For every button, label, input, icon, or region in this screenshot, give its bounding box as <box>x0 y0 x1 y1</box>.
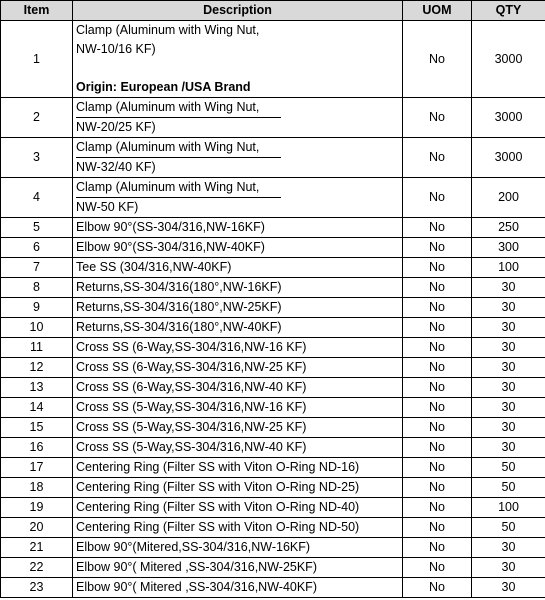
item-qty: 50 <box>472 518 545 538</box>
item-description: Centering Ring (Filter SS with Viton O-Ring ND-16) <box>73 458 403 478</box>
item-uom: No <box>403 98 472 138</box>
item-qty: 30 <box>472 578 545 598</box>
item-qty: 30 <box>472 418 545 438</box>
item-uom: No <box>403 318 472 338</box>
item-description: Returns,SS-304/316(180°,NW-25KF) <box>73 298 403 318</box>
item-number: 11 <box>1 338 73 358</box>
item-qty: 3000 <box>472 138 545 178</box>
item-description: Elbow 90°(SS-304/316,NW-16KF) <box>73 218 403 238</box>
table-row <box>1 338 545 358</box>
item-qty: 30 <box>472 338 545 358</box>
description-line: Clamp (Aluminum with Wing Nut, <box>76 98 281 118</box>
item-description: Elbow 90°(SS-304/316,NW-40KF) <box>73 238 403 258</box>
table-row <box>1 518 545 538</box>
item-uom: No <box>403 478 472 498</box>
table-row <box>1 178 545 218</box>
item-uom: No <box>403 558 472 578</box>
header-item: Item <box>1 1 73 21</box>
item-number: 15 <box>1 418 73 438</box>
header-uom: UOM <box>403 1 472 21</box>
item-qty: 30 <box>472 298 545 318</box>
table-row <box>1 378 545 398</box>
table-row <box>1 21 545 98</box>
item-number: 12 <box>1 358 73 378</box>
item-number: 1 <box>1 21 73 98</box>
description-line: NW-10/16 KF) <box>76 42 156 56</box>
table-row <box>1 538 545 558</box>
table-row <box>1 578 545 598</box>
item-description: Elbow 90°(Mitered,SS-304/316,NW-16KF) <box>73 538 403 558</box>
table-row <box>1 138 545 178</box>
item-uom: No <box>403 578 472 598</box>
description-line: Clamp (Aluminum with Wing Nut, <box>76 178 281 198</box>
item-number: 10 <box>1 318 73 338</box>
item-number: 8 <box>1 278 73 298</box>
item-qty: 30 <box>472 558 545 578</box>
item-uom: No <box>403 338 472 358</box>
item-number: 13 <box>1 378 73 398</box>
item-description: Cross SS (6-Way,SS-304/316,NW-40 KF) <box>73 378 403 398</box>
blank-line <box>76 59 399 78</box>
item-description: Cross SS (6-Way,SS-304/316,NW-16 KF) <box>73 338 403 358</box>
table-row <box>1 358 545 378</box>
item-number: 4 <box>1 178 73 218</box>
item-qty: 250 <box>472 218 545 238</box>
item-uom: No <box>403 178 472 218</box>
item-description: Centering Ring (Filter SS with Viton O-Ring ND-40) <box>73 498 403 518</box>
item-number: 22 <box>1 558 73 578</box>
table-row <box>1 498 545 518</box>
item-qty: 50 <box>472 458 545 478</box>
item-description: Cross SS (5-Way,SS-304/316,NW-25 KF) <box>73 418 403 438</box>
description-line: NW-50 KF) <box>76 200 139 214</box>
table-row <box>1 398 545 418</box>
item-number: 14 <box>1 398 73 418</box>
item-description <box>73 178 403 218</box>
table-row <box>1 558 545 578</box>
simple-rows <box>1 218 545 598</box>
item-uom: No <box>403 458 472 478</box>
item-qty: 30 <box>472 358 545 378</box>
item-description <box>73 98 403 138</box>
item-description: Cross SS (5-Way,SS-304/316,NW-40 KF) <box>73 438 403 458</box>
table-row <box>1 238 545 258</box>
table-row <box>1 98 545 138</box>
item-number: 21 <box>1 538 73 558</box>
item-description: Centering Ring (Filter SS with Viton O-Ring ND-25) <box>73 478 403 498</box>
item-description: Returns,SS-304/316(180°,NW-16KF) <box>73 278 403 298</box>
item-uom: No <box>403 538 472 558</box>
item-description: Tee SS (304/316,NW-40KF) <box>73 258 403 278</box>
description-line: NW-20/25 KF) <box>76 120 156 134</box>
item-number: 5 <box>1 218 73 238</box>
item-uom: No <box>403 21 472 98</box>
item-qty: 3000 <box>472 98 545 138</box>
item-uom: No <box>403 298 472 318</box>
table-row <box>1 318 545 338</box>
description-line: NW-32/40 KF) <box>76 160 156 174</box>
item-uom: No <box>403 358 472 378</box>
item-qty: 30 <box>472 438 545 458</box>
item-number: 18 <box>1 478 73 498</box>
table-row <box>1 278 545 298</box>
table-row <box>1 458 545 478</box>
table-row <box>1 258 545 278</box>
item-qty: 100 <box>472 258 545 278</box>
item-qty: 30 <box>472 278 545 298</box>
item-uom: No <box>403 278 472 298</box>
item-number: 2 <box>1 98 73 138</box>
item-description <box>73 138 403 178</box>
item-number: 19 <box>1 498 73 518</box>
table-row <box>1 478 545 498</box>
item-number: 16 <box>1 438 73 458</box>
header-description: Description <box>73 1 403 21</box>
header-qty: QTY <box>472 1 545 21</box>
item-uom: No <box>403 518 472 538</box>
header-row <box>1 1 545 21</box>
item-uom: No <box>403 238 472 258</box>
item-qty: 30 <box>472 538 545 558</box>
item-qty: 30 <box>472 398 545 418</box>
item-number: 3 <box>1 138 73 178</box>
item-description <box>73 21 403 98</box>
item-number: 9 <box>1 298 73 318</box>
origin-note: Origin: European /USA Brand <box>76 80 251 94</box>
table-row <box>1 438 545 458</box>
item-uom: No <box>403 378 472 398</box>
item-uom: No <box>403 258 472 278</box>
item-qty: 3000 <box>472 21 545 98</box>
item-uom: No <box>403 418 472 438</box>
item-description: Centering Ring (Filter SS with Viton O-Ring ND-50) <box>73 518 403 538</box>
item-number: 17 <box>1 458 73 478</box>
item-qty: 50 <box>472 478 545 498</box>
item-number: 6 <box>1 238 73 258</box>
table-row <box>1 298 545 318</box>
item-uom: No <box>403 138 472 178</box>
item-number: 20 <box>1 518 73 538</box>
item-qty: 100 <box>472 498 545 518</box>
item-qty: 30 <box>472 378 545 398</box>
item-description: Elbow 90°( Mitered ,SS-304/316,NW-25KF) <box>73 558 403 578</box>
item-description: Cross SS (5-Way,SS-304/316,NW-16 KF) <box>73 398 403 418</box>
item-qty: 200 <box>472 178 545 218</box>
item-number: 7 <box>1 258 73 278</box>
item-description: Cross SS (6-Way,SS-304/316,NW-25 KF) <box>73 358 403 378</box>
item-uom: No <box>403 398 472 418</box>
item-qty: 30 <box>472 318 545 338</box>
item-uom: No <box>403 438 472 458</box>
item-description: Returns,SS-304/316(180°,NW-40KF) <box>73 318 403 338</box>
table-row <box>1 218 545 238</box>
description-line: Clamp (Aluminum with Wing Nut, <box>76 23 260 37</box>
description-line: Clamp (Aluminum with Wing Nut, <box>76 138 281 158</box>
item-uom: No <box>403 218 472 238</box>
item-qty: 300 <box>472 238 545 258</box>
item-number: 23 <box>1 578 73 598</box>
item-uom: No <box>403 498 472 518</box>
table-row <box>1 418 545 438</box>
item-description: Elbow 90°( Mitered ,SS-304/316,NW-40KF) <box>73 578 403 598</box>
